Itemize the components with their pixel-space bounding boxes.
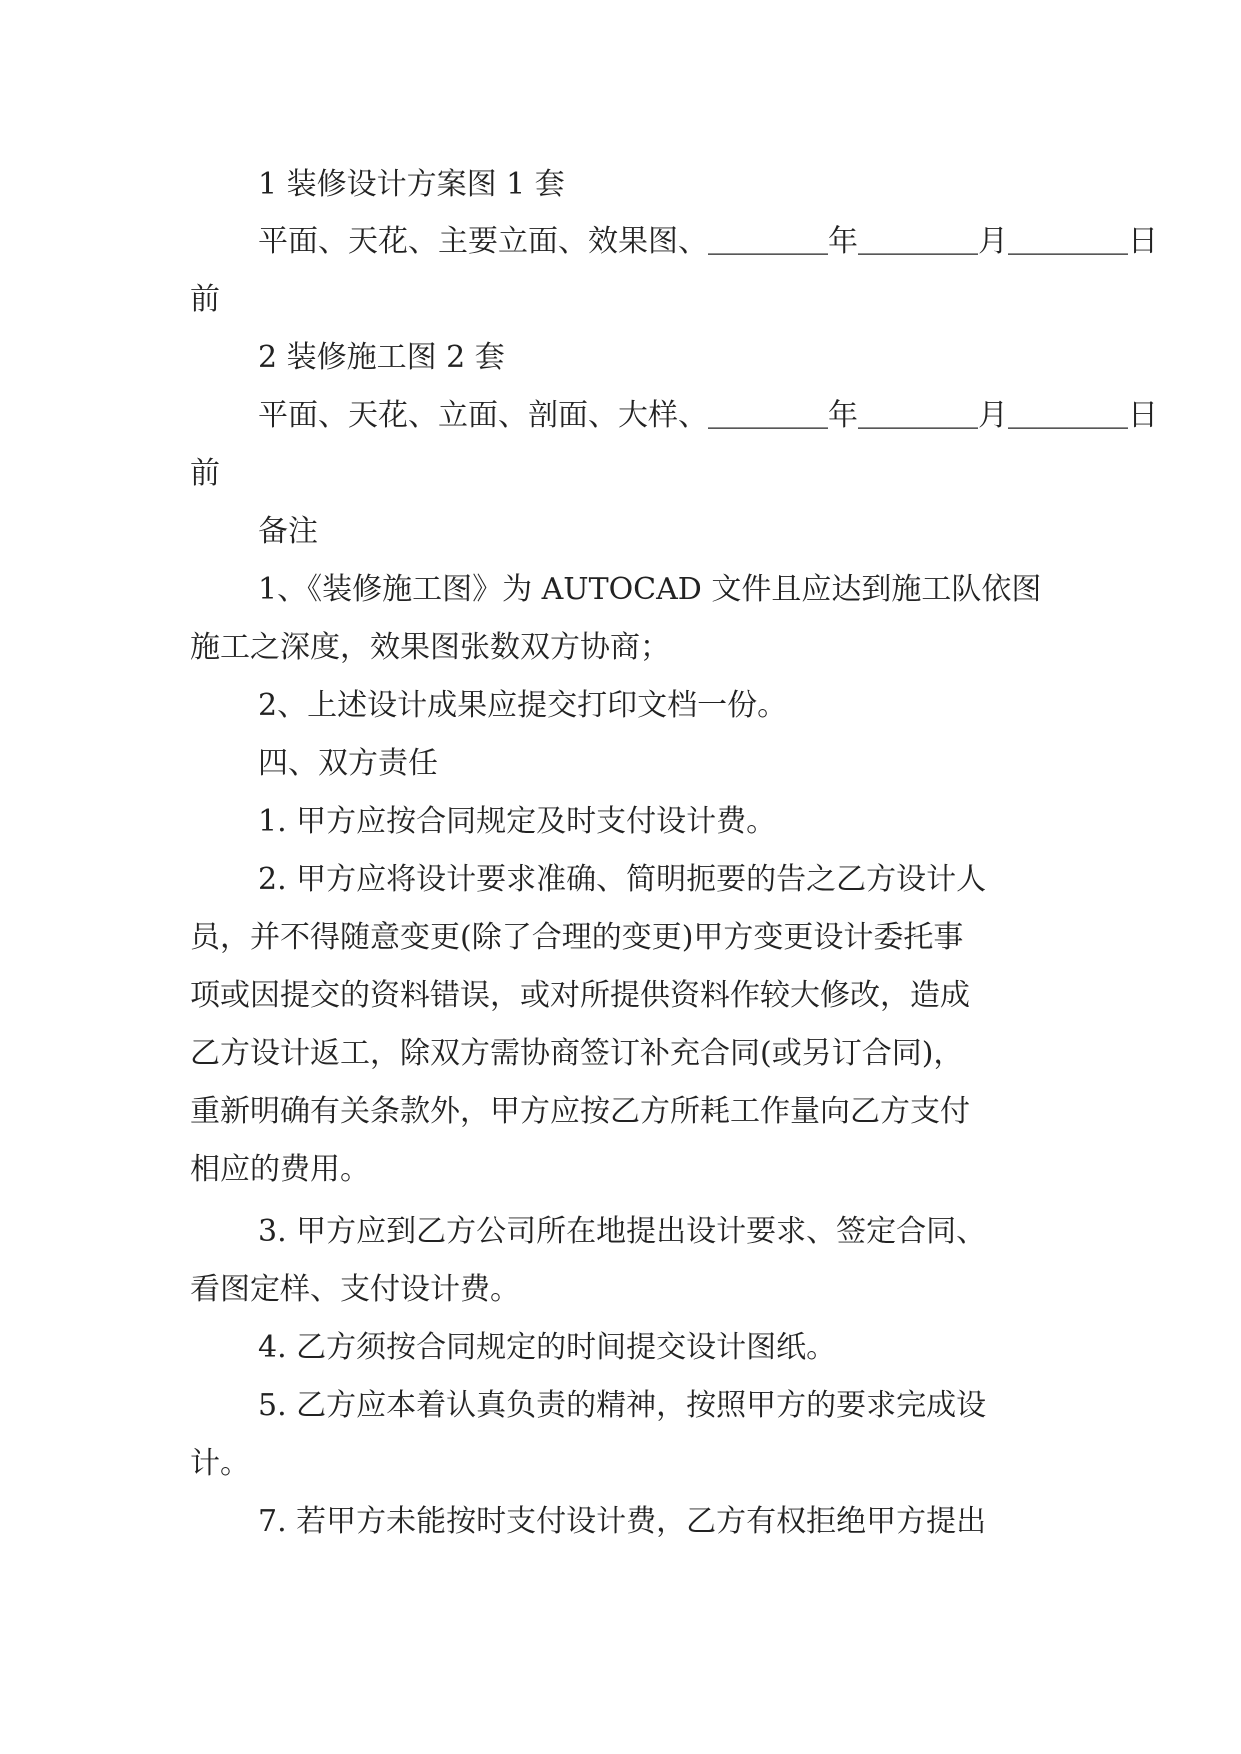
item-2-construction-drawings: 2 装修施工图 2 套 — [258, 340, 505, 375]
text-line — [0, 1444, 1241, 1484]
text-line — [0, 165, 1241, 205]
text-line — [0, 628, 1241, 668]
clause-4: 4. 乙方须按合同规定的时间提交设计图纸。 — [258, 1330, 837, 1365]
text-line — [0, 976, 1241, 1016]
clause-1: 1. 甲方应按合同规定及时支付设计费。 — [258, 804, 777, 839]
text-line — [0, 1386, 1241, 1426]
text-line — [0, 454, 1241, 494]
text-line — [0, 860, 1241, 900]
item-1-contents-date: 平面、天花、主要立面、效果图、＿＿＿＿年＿＿＿＿月＿＿＿＿日 — [258, 224, 1158, 259]
text-line — [0, 802, 1241, 842]
item-1-before: 前 — [190, 282, 220, 317]
item-2-before: 前 — [190, 456, 220, 491]
clause-5-line-2: 计。 — [190, 1446, 250, 1481]
clause-2-line-6: 相应的费用。 — [190, 1152, 370, 1187]
text-line — [0, 570, 1241, 610]
clause-2-line-3: 项或因提交的资料错误，或对所提供资料作较大修改，造成 — [190, 978, 970, 1013]
remarks-heading: 备注 — [258, 514, 318, 549]
clause-2-line-2: 员，并不得随意变更(除了合理的变更)甲方变更设计委托事 — [190, 920, 964, 955]
text-line — [0, 686, 1241, 726]
text-line — [0, 744, 1241, 784]
text-line — [0, 338, 1241, 378]
text-line — [0, 512, 1241, 552]
clause-2-line-4: 乙方设计返工，除双方需协商签订补充合同(或另订合同)， — [190, 1036, 964, 1071]
text-line — [0, 1150, 1241, 1190]
clause-3-line-2: 看图定样、支付设计费。 — [190, 1272, 520, 1307]
clause-3-line-1: 3. 甲方应到乙方公司所在地提出设计要求、签定合同、 — [258, 1214, 987, 1249]
text-line — [0, 1034, 1241, 1074]
text-line — [0, 280, 1241, 320]
text-line — [0, 1328, 1241, 1368]
text-line — [0, 1270, 1241, 1310]
text-line — [0, 222, 1241, 262]
clause-2-line-1: 2. 甲方应将设计要求准确、简明扼要的告之乙方设计人 — [258, 862, 987, 897]
section-heading-responsibilities: 四、双方责任 — [258, 746, 438, 781]
clause-2-line-5: 重新明确有关条款外，甲方应按乙方所耗工作量向乙方支付 — [190, 1094, 970, 1129]
text-line — [0, 1502, 1241, 1542]
remark-1-line-2: 施工之深度，效果图张数双方协商； — [190, 630, 670, 665]
clause-5-line-1: 5. 乙方应本着认真负责的精神，按照甲方的要求完成设 — [258, 1388, 987, 1423]
text-line — [0, 1212, 1241, 1252]
remark-2: 2、上述设计成果应提交打印文档一份。 — [258, 688, 788, 723]
item-2-contents-date: 平面、天花、立面、剖面、大样、＿＿＿＿年＿＿＿＿月＿＿＿＿日 — [258, 398, 1158, 433]
text-line — [0, 918, 1241, 958]
remark-1-line-1: 1、《装修施工图》为 AUTOCAD 文件且应达到施工队依图 — [258, 572, 1042, 607]
item-1-design-scheme: 1 装修设计方案图 1 套 — [258, 167, 565, 202]
text-line — [0, 396, 1241, 436]
clause-7-line-1: 7. 若甲方未能按时支付设计费，乙方有权拒绝甲方提出 — [258, 1504, 987, 1539]
text-line — [0, 1092, 1241, 1132]
